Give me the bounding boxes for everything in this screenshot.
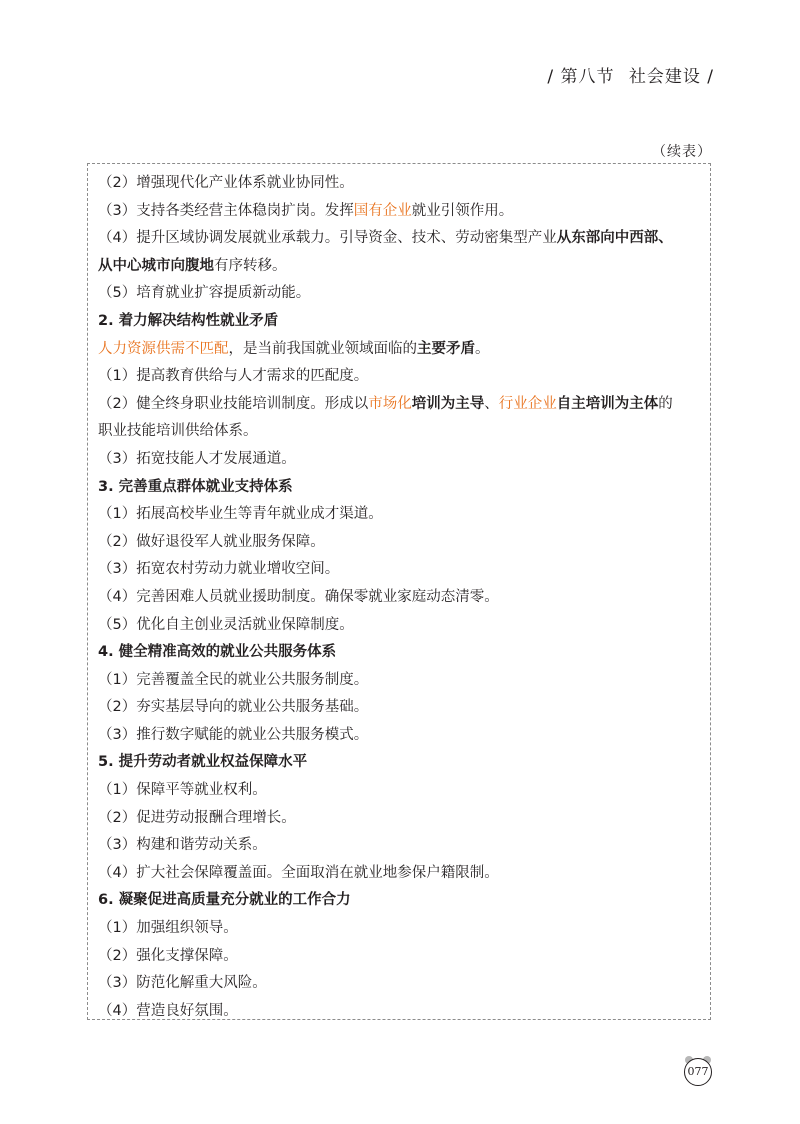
- highlight-text: 行业企业: [498, 395, 557, 412]
- content-line: [98, 529, 702, 557]
- content-line: [98, 943, 702, 971]
- content-line: [98, 280, 702, 308]
- content-line: [98, 556, 702, 584]
- bold-text: 4. 健全精准高效的就业公共服务体系: [98, 644, 337, 661]
- line-text: （1）完善覆盖全民的就业公共服务制度。: [98, 671, 369, 688]
- line-text: （1）拓展高校毕业生等青年就业成才渠道。: [98, 506, 383, 523]
- content-line: [98, 446, 702, 474]
- content-line: [98, 887, 702, 915]
- line-text: 就业引领作用。: [411, 202, 514, 219]
- content-line: [98, 749, 702, 777]
- content-line: [98, 198, 702, 226]
- bold-text: 5. 提升劳动者就业权益保障水平: [98, 754, 308, 771]
- line-text: 有序转移。: [214, 257, 287, 274]
- content-line: [98, 363, 702, 391]
- line-text: （1）加强组织领导。: [98, 920, 238, 937]
- bold-text: 从中心城市向腹地: [98, 257, 214, 274]
- line-text: （3）构建和谐劳动关系。: [98, 837, 267, 854]
- bold-text: 2. 着力解决结构性就业矛盾: [98, 312, 279, 329]
- content-line: [98, 915, 702, 943]
- header-slash-right: /: [707, 67, 714, 87]
- content-line: [98, 832, 702, 860]
- line-text: （2）促进劳动报酬合理增长。: [98, 809, 296, 826]
- highlight-text: 人力资源供需不匹配: [98, 340, 229, 357]
- content-line: [98, 612, 702, 640]
- content-line: [98, 170, 702, 198]
- page-number: 077: [687, 1065, 709, 1078]
- line-text: （1）保障平等就业权利。: [98, 782, 267, 799]
- content-line: [98, 225, 702, 253]
- content-line: [98, 584, 702, 612]
- line-text: 。: [475, 340, 490, 357]
- content-line: [98, 860, 702, 888]
- content-line: [98, 418, 702, 446]
- line-text: （4）营造良好氛围。: [98, 1002, 238, 1019]
- line-text: （3）支持各类经营主体稳岗扩岗。发挥: [98, 202, 354, 219]
- bold-text: 自主培训为主体: [556, 395, 659, 412]
- content-line: [98, 253, 702, 281]
- content-table: [87, 163, 711, 1020]
- content-line: [98, 777, 702, 805]
- line-text: （3）拓宽技能人才发展通道。: [98, 450, 296, 467]
- line-text: （5）培育就业扩容提质新动能。: [98, 285, 311, 302]
- content-line: [98, 639, 702, 667]
- content-line: [98, 998, 702, 1026]
- content-line: [98, 474, 702, 502]
- line-text: （2）增强现代化产业体系就业协同性。: [98, 175, 354, 191]
- highlight-text: 国有企业: [353, 202, 412, 219]
- bold-text: 主要矛盾: [417, 340, 475, 357]
- content-line: [98, 667, 702, 695]
- content-line: [98, 805, 702, 833]
- line-text: （4）扩大社会保障覆盖面。全面取消在就业地参保户籍限制。: [98, 864, 499, 881]
- line-text: （2）做好退役军人就业服务保障。: [98, 533, 325, 550]
- line-text: （5）优化自主创业灵活就业保障制度。: [98, 616, 354, 633]
- header-slash-left: /: [547, 67, 555, 87]
- line-text: （4）提升区域协调发展就业承载力。引导资金、技术、劳动密集型产业: [98, 230, 557, 247]
- bold-text: 6. 凝聚促进高质量充分就业的工作合力: [98, 892, 351, 909]
- line-text: ，是当前我国就业领域面临的: [228, 340, 417, 357]
- line-text: （1）提高教育供给与人才需求的匹配度。: [98, 368, 369, 385]
- line-text: 的: [658, 395, 673, 412]
- line-text: （2）健全终身职业技能培训制度。形成以: [98, 395, 369, 412]
- content-line: [98, 694, 702, 722]
- content-line: [98, 501, 702, 529]
- page-number-badge: [684, 1058, 712, 1086]
- continued-label: （续表）: [652, 144, 712, 160]
- line-text: （2）强化支撑保障。: [98, 947, 238, 964]
- line-text: （4）完善困难人员就业援助制度。确保零就业家庭动态清零。: [98, 588, 499, 605]
- content-line: [98, 970, 702, 998]
- highlight-text: 市场化: [368, 395, 412, 412]
- header-section: 第八节: [560, 67, 615, 87]
- line-text: （2）夯实基层导向的就业公共服务基础。: [98, 699, 369, 716]
- content-line: [98, 336, 702, 364]
- page-header: [547, 62, 714, 87]
- content-line: [98, 308, 702, 336]
- line-text: 职业技能培训供给体系。: [98, 423, 258, 440]
- content-line: [98, 722, 702, 750]
- content-line: [98, 391, 702, 419]
- line-text: （3）防范化解重大风险。: [98, 975, 267, 992]
- line-text: （3）拓宽农村劳动力就业增收空间。: [98, 561, 340, 578]
- header-title: 社会建设: [628, 67, 701, 87]
- line-text: 、: [484, 395, 499, 412]
- bold-text: 3. 完善重点群体就业支持体系: [98, 478, 293, 495]
- bold-text: 从东部向中西部、: [556, 230, 673, 247]
- line-text: （3）推行数字赋能的就业公共服务模式。: [98, 726, 369, 743]
- bold-text: 培训为主导: [411, 395, 485, 412]
